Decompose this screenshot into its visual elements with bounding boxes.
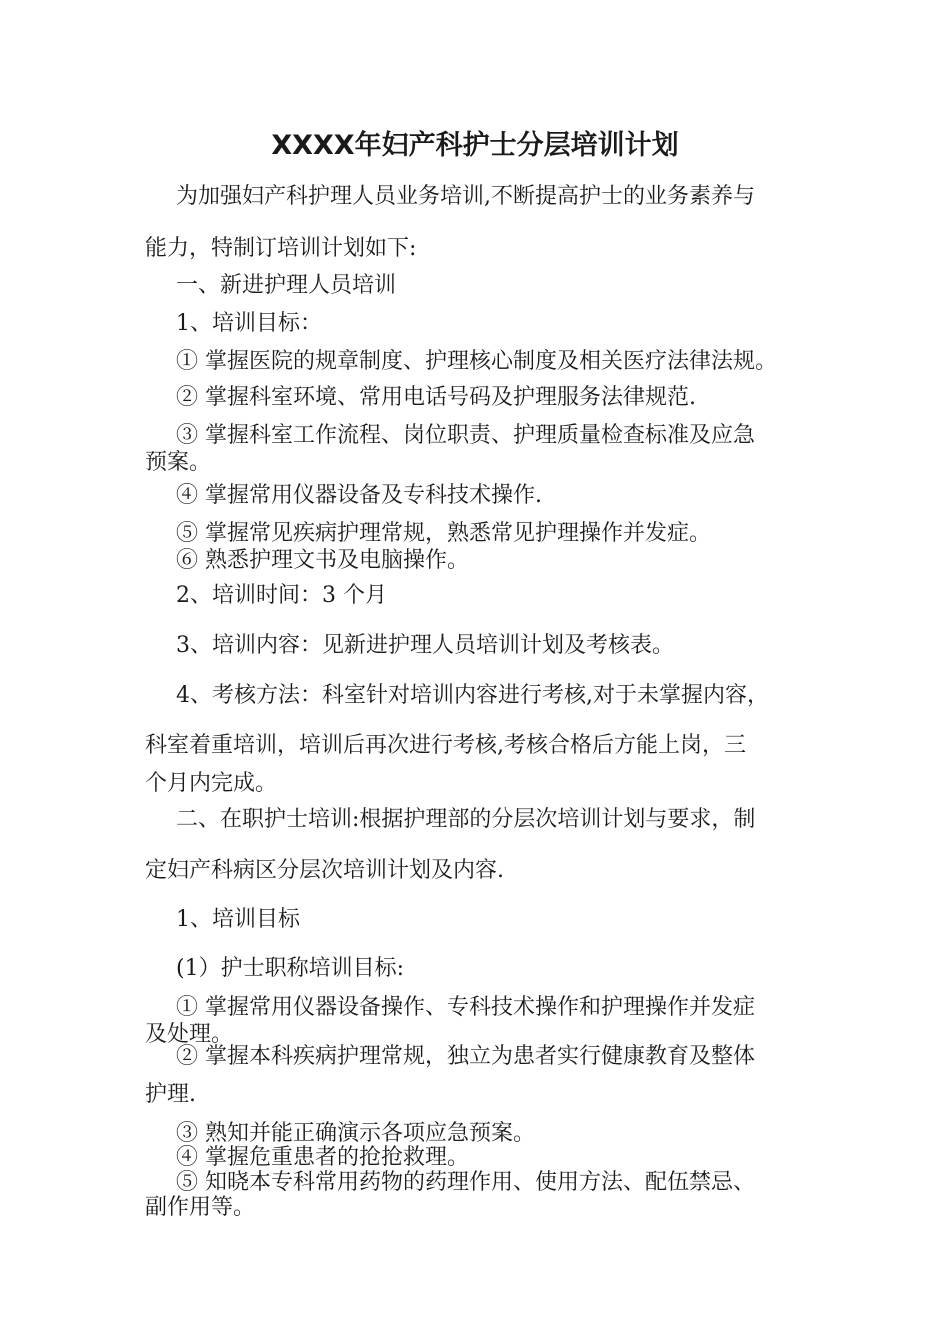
paragraph-line: 个月内完成。 [145, 771, 278, 796]
paragraph-line: 定妇产科病区分层次培训计划及内容. [145, 858, 504, 883]
list-item: ① 掌握医院的规章制度、护理核心制度及相关医疗法律法规。 [176, 349, 777, 374]
list-item: ② 掌握本科疾病护理常规，独立为患者实行健康教育及整体 [176, 1044, 755, 1069]
section-heading: 二、在职护士培训:根据护理部的分层次培训计划与要求，制 [176, 807, 756, 832]
list-item: ⑤ 知晓本专科常用药物的药理作用、使用方法、配伍禁忌、 [176, 1170, 755, 1195]
subsection-heading: 1、培训目标 [176, 907, 300, 932]
subsection-heading: 1、培训目标： [176, 311, 322, 336]
list-item: ③ 熟知并能正确演示各项应急预案。 [176, 1121, 535, 1146]
subsection-heading: 3、培训内容：见新进护理人员培训计划及考核表。 [176, 633, 674, 658]
list-item: ① 掌握常用仪器设备操作、专科技术操作和护理操作并发症 [176, 995, 755, 1020]
paragraph-line: 为加强妇产科护理人员业务培训,不断提高护士的业务素养与 [176, 184, 755, 209]
document-title: XXXX年妇产科护士分层培训计划 [271, 130, 679, 161]
list-item: ④ 掌握危重患者的抢抢救理。 [176, 1145, 469, 1170]
subsection-heading: 4、考核方法：科室针对培训内容进行考核,对于未掌握内容， [176, 683, 769, 708]
list-item: ④ 掌握常用仪器设备及专科技术操作. [176, 483, 542, 508]
subsection-heading: (1）护士职称培训目标: [176, 956, 404, 981]
list-item-continuation: 及处理。 [145, 1022, 234, 1047]
section-heading: 一、新进护理人员培训 [176, 273, 397, 298]
list-item-continuation: 副作用等。 [145, 1195, 256, 1220]
list-item: ⑥ 熟悉护理文书及电脑操作。 [176, 548, 469, 573]
list-item-continuation: 预案。 [145, 450, 212, 475]
list-item-continuation: 护理. [145, 1082, 196, 1107]
list-item: ⑤ 掌握常见疾病护理常规，熟悉常见护理操作并发症。 [176, 521, 711, 546]
subsection-heading: 2、培训时间：3 个月 [176, 583, 387, 608]
list-item: ③ 掌握科室工作流程、岗位职责、护理质量检查标准及应急 [176, 423, 755, 448]
paragraph-line: 科室着重培训，培训后再次进行考核,考核合格后方能上岗，三 [145, 733, 746, 758]
list-item: ② 掌握科室环境、常用电话号码及护理服务法律规范. [176, 385, 696, 410]
paragraph-line: 能力，特制订培训计划如下: [145, 236, 417, 261]
